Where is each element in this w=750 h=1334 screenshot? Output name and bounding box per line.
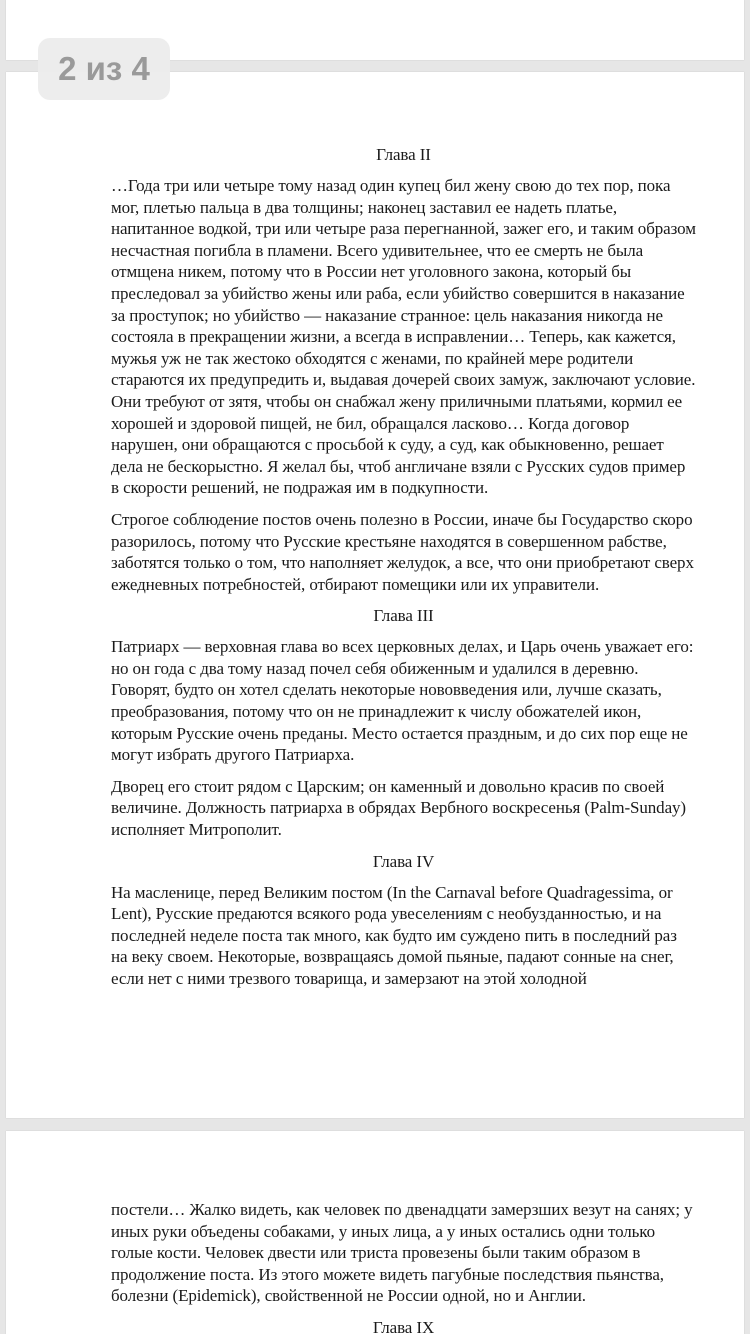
- document-page-2[interactable]: [6, 72, 744, 1118]
- chapter-heading: Глава II: [376, 145, 431, 164]
- chapter-heading: Глава III: [373, 606, 434, 626]
- chapter-heading: Глава IV: [372, 851, 435, 871]
- chapter-heading: Глава IX: [372, 1317, 435, 1334]
- document-page-3[interactable]: [6, 1131, 744, 1334]
- page-content: [111, 1199, 696, 1334]
- page-content: [111, 144, 696, 1000]
- paragraph: …Года три или четыре тому назад один купец бил жену свою до тех пор, пока мог, плетью пальца в два толщины; наконец заставил ее надеть платье, напитанное водкой, три или четыре раза перегнанной, зажег его, и таким образом несчастная погибла в пламени. Всего удивительнее, что ее смерть не была отмщена никем, потому что в России нет уголовного закона, который бы преследовал за убийство жены или раба, если убийство совершится в наказание за проступок; но убийство — наказание странное: цель наказания никогда не состояла в прекращении жизни, а всегда в исправлении… Теперь, как кажется, мужья уж не так жестоко обходятся с женами, по крайней мере родители стараются их предупредить и, выдавая дочерей своих замуж, заключают условие. Они требуют от зятя, чтобы он снабжал жену приличными платьями, кормил ее хорошей и здоровой пищей, не бил, обращался ласково… Когда договор нарушен, они обращаются с просьбой к суду, а суд, как обыкновенно, решает дела не бескорыстно. Я желал бы, чтоб англичане взяли с Русских судов пример в скорости решений, не подражая им в подкупности.: [111, 176, 696, 498]
- paragraph: постели… Жалко видеть, как человек по двенадцати замерзших везут на санях; у иных руки объедены собаками, у иных лица, а у иных остались одни только голые кости. Человек двести или триста провезены были таким образом в продолжение поста. Из этого можете видеть пагубные последствия пьянства, болезни (Epidemick), свойственной не России одной, но и Англии.: [111, 1200, 693, 1306]
- paragraph: Дворец его стоит рядом с Царским; он каменный и довольно красив по своей величине. Должность патриарха в обрядах Вербного воскресенья (Palm-Sunday) исполняет Митрополит.: [111, 776, 686, 840]
- paragraph: Патриарх — верховная глава во всех церковных делах, и Царь очень уважает его: но он года с два тому назад почел себя обиженным и удалился в деревню. Говорят, будто он хотел сделать некоторые нововведения или, лучше сказать, преобразования, потому что он не принадлежит к числу обожателей икон, которым Русские очень преданы. Место остается праздным, и до сих пор еще не могут избрать другого Патриарха.: [111, 637, 694, 765]
- paragraph: Строгое соблюдение постов очень полезно в России, иначе бы Государство скоро разорилось, потому что Русские крестьяне находятся в совершенном рабстве, заботятся только о том, что наполняет желудок, а все, что они приобретают сверх ежедневных потребностей, отбирают помещики или их управители.: [111, 509, 694, 594]
- paragraph: На масленице, перед Великим постом (In the Carnaval before Quadragessima, or Lent), Русские предаются всякого рода увеселениям с необузданностью, и на последней неделе поста так много, как будто им суждено пить в последний раз на веку своем. Некоторые, возвращаясь домой пьяные, падают сонные на снег, если нет с ними трезвого товарища, и замерзают на этой холодной: [111, 882, 677, 988]
- page-indicator: 2 из 4: [38, 38, 170, 100]
